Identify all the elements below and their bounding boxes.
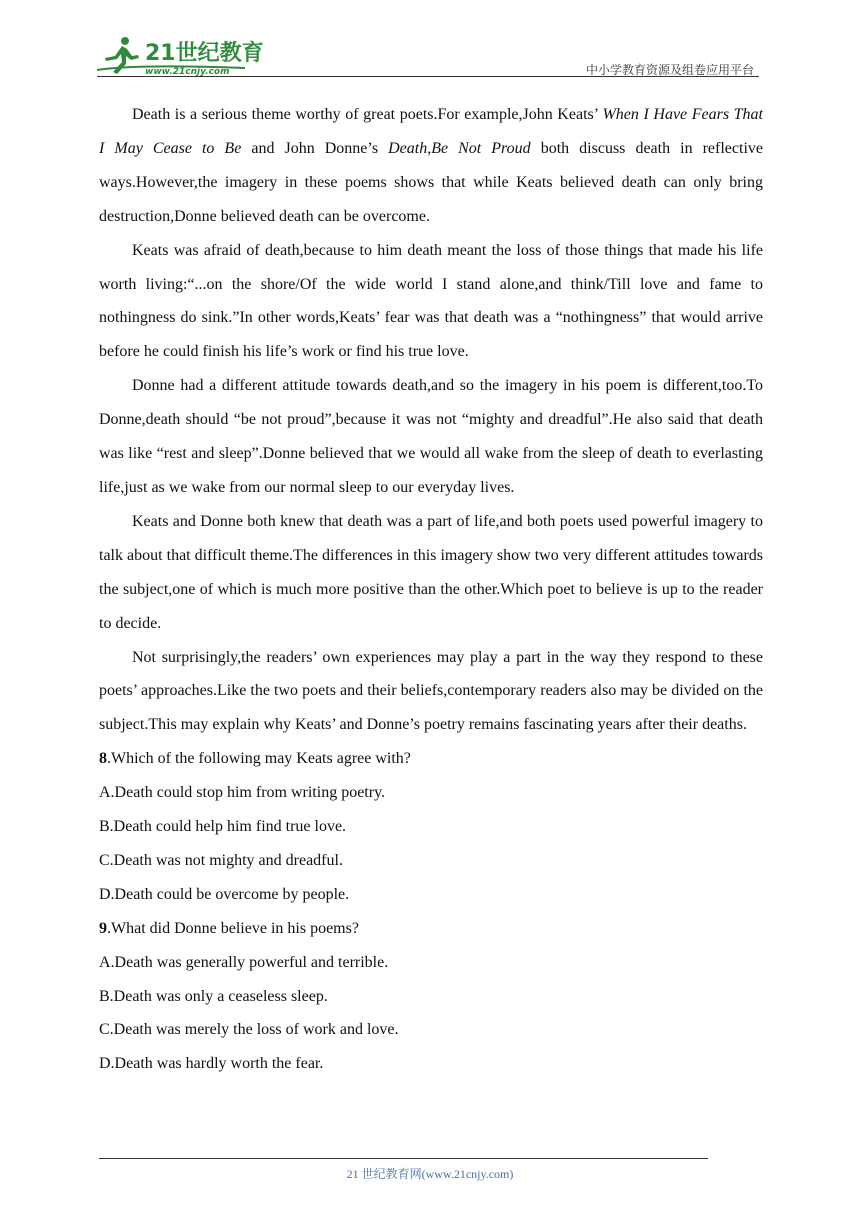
passage-paragraph — [99, 505, 763, 641]
page-footer: 21 世纪教育网(www.21cnjy.com) — [346, 1167, 514, 1181]
italic-title: When I Have Fears That I May Cease to Be — [99, 106, 763, 157]
platform-name: 中小学教育资源及组卷应用平台 — [585, 63, 754, 77]
question-stem — [99, 742, 763, 776]
italic-title: Death — [388, 139, 428, 157]
runner-logo-icon — [95, 34, 265, 76]
paragraph-text: Keats was afraid of death,because to him death meant the loss of those things that made his life worth living:“...on the shore/Of the wide world I stand alone,and think/Till love and fame to nothingness do sink.”In other words,Keats’ fear was that death was a “nothingness” that would arrive before he could finish his life’s work or find his true love. — [99, 241, 763, 361]
question-list — [99, 742, 763, 1081]
answer-option: D.Death could be overcome by people. — [99, 885, 350, 903]
passage-paragraph — [99, 234, 763, 370]
footer-divider — [99, 1158, 708, 1159]
document-body — [99, 98, 763, 1081]
question-number: 8 — [99, 750, 107, 768]
answer-option: B.Death was only a ceaseless sleep. — [99, 987, 328, 1005]
paragraph-text: and John Donne’s — [241, 139, 389, 157]
paragraph-text: Keats and Donne both knew that death was a part of life,and both poets used powerful imagery to talk about that difficult theme.The differences in this imagery show two very different attitudes towards the subject,one of which is much more positive than the other.Which poet to believe is up to the reader to decide. — [99, 512, 763, 632]
passage-paragraph — [99, 369, 763, 505]
passage-paragraph — [99, 98, 763, 234]
answer-option: B.Death could help him find true love. — [99, 818, 347, 836]
question-stem — [99, 912, 763, 946]
paragraph-text: Death is a serious theme worthy of great poets.For example,John Keats’ — [132, 106, 603, 123]
question-text: .Which of the following may Keats agree with? — [107, 750, 411, 768]
question-number: 9 — [99, 919, 107, 937]
question-text: .What did Donne believe in his poems? — [107, 919, 359, 937]
site-logo — [95, 34, 265, 76]
paragraph-text: both discuss death in reflective ways.However,the imagery in these poems shows that while Keats believed death can only bring destruction,Donne believed death can be overcome. — [99, 139, 763, 225]
answer-option: A.Death was generally powerful and terrible. — [99, 953, 389, 971]
answer-option: D.Death was hardly worth the fear. — [99, 1055, 324, 1073]
answer-option: C.Death was not mighty and dreadful. — [99, 851, 343, 869]
page-header — [95, 30, 760, 80]
answer-option: A.Death could stop him from writing poetry. — [99, 784, 386, 802]
logo-url: www.21cnjy.com — [145, 67, 230, 76]
passage-paragraph — [99, 641, 763, 743]
paragraph-text: , — [427, 139, 432, 157]
paragraph-text: Not surprisingly,the readers’ own experiences may play a part in the way they respond to these poets’ approaches.Like the two poets and their beliefs,contemporary readers also may be divided on the subject.This may explain why Keats’ and Donne’s poetry remains fascinating years after their deaths. — [99, 648, 763, 734]
logo-title: 21世纪教育 — [145, 41, 264, 66]
header-divider — [97, 76, 759, 77]
reading-passage — [99, 98, 763, 742]
paragraph-text: Donne had a different attitude towards death,and so the imagery in his poem is different,too.To Donne,death should “be not proud”,because it was not “mighty and dreadful”.He also said that death was like “rest and sleep”.Donne believed that we would all wake from the sleep of death to everlasting life,just as we wake from our normal sleep to our everyday lives. — [99, 377, 763, 496]
italic-title: Be Not Proud — [431, 139, 531, 157]
answer-option: C.Death was merely the loss of work and love. — [99, 1021, 399, 1039]
